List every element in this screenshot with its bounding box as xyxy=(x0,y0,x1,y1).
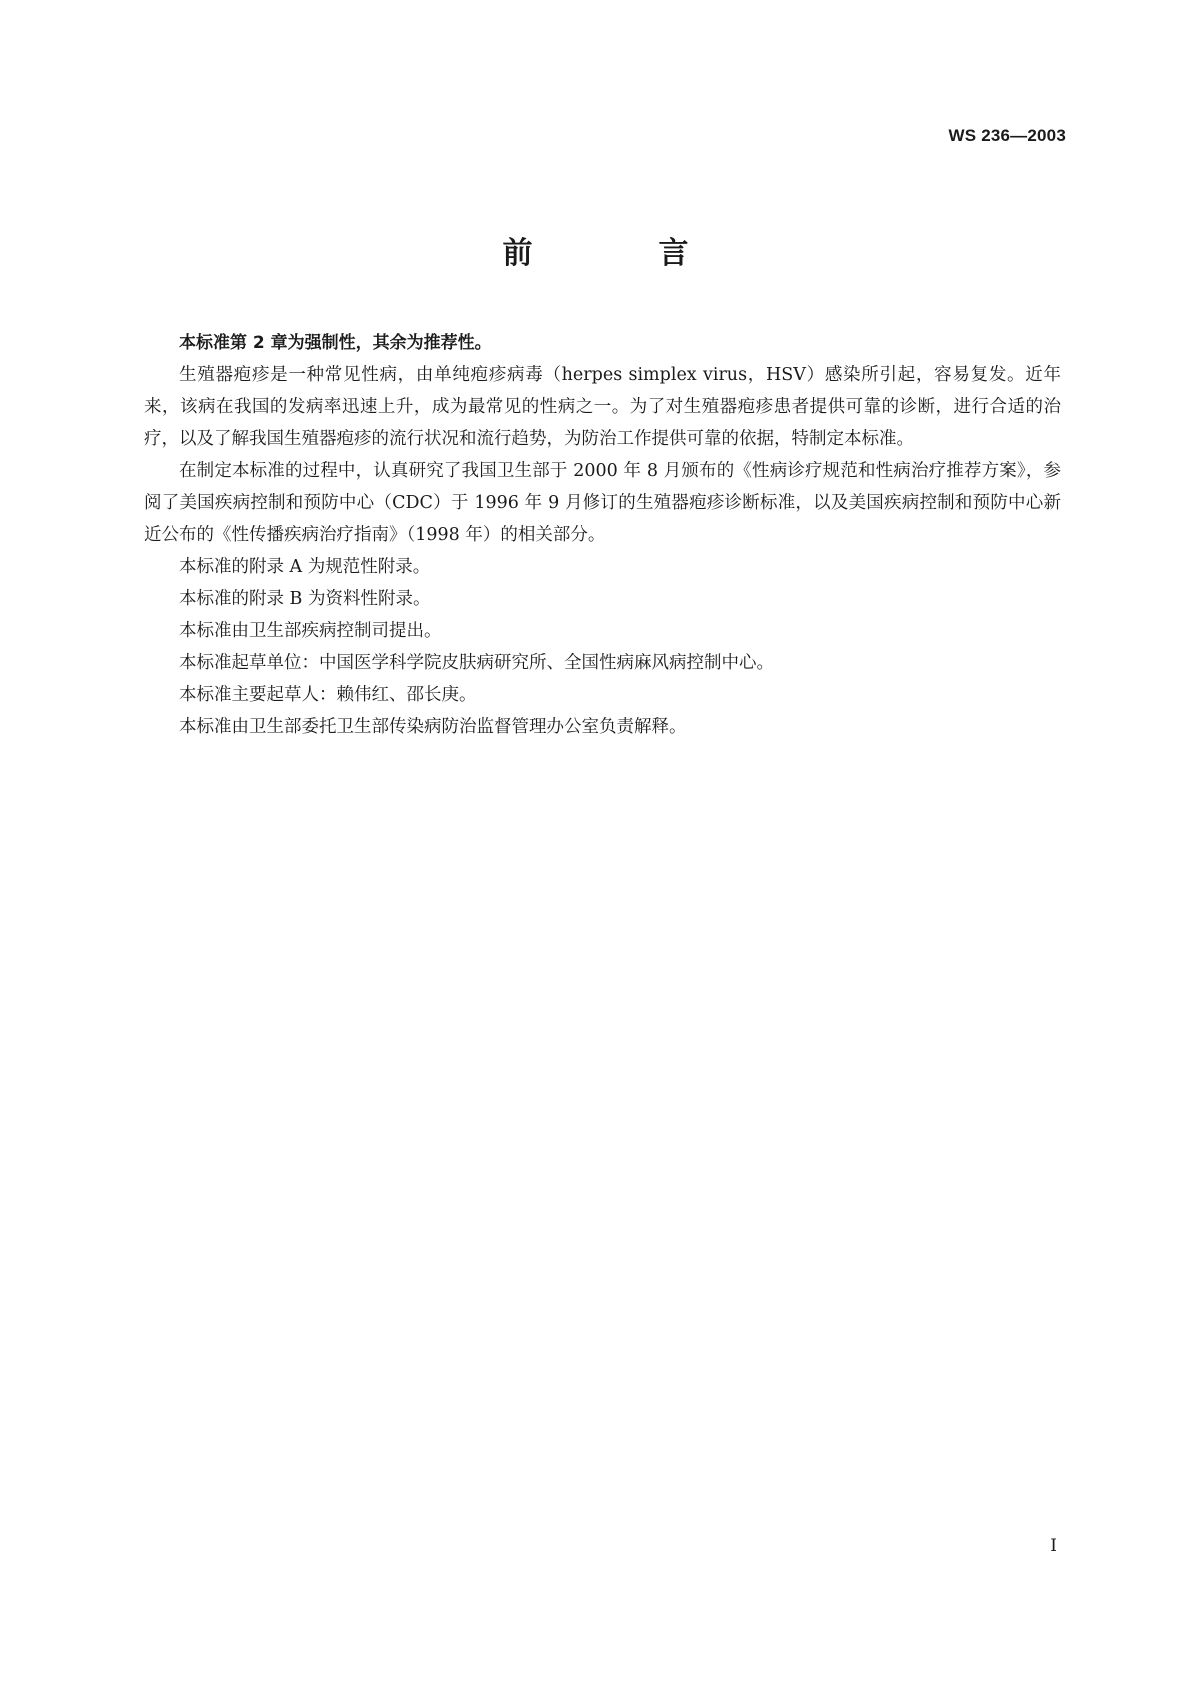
paragraph-mandatory-note: 本标准第 2 章为强制性，其余为推荐性。 xyxy=(179,333,492,353)
paragraph-drafting-units: 本标准起草单位：中国医学科学院皮肤病研究所、全国性病麻风病控制中心。 xyxy=(179,653,774,673)
paragraph-annex-b: 本标准的附录 B 为资料性附录。 xyxy=(179,589,431,609)
foreword-body xyxy=(144,327,1061,743)
paragraph-drafters: 本标准主要起草人：赖伟红、邵长庚。 xyxy=(179,685,477,705)
standard-number: WS 236—2003 xyxy=(948,126,1066,145)
paragraph-annex-a: 本标准的附录 A 为规范性附录。 xyxy=(179,557,431,577)
paragraph-references: 在制定本标准的过程中，认真研究了我国卫生部于 2000 年 8 月颁布的《性病诊疗规范和性病治疗推荐方案》，参阅了美国疾病控制和预防中心（CDC）于 1996 年 9 月修订的生殖器疱疹诊断标准，以及美国疾病控制和预防中心新近公布的《性传播疾病治疗指南》（1998 年）的相关部分。 xyxy=(144,461,1061,545)
page-number: I xyxy=(1050,1536,1057,1556)
paragraph-interpretation: 本标准由卫生部委托卫生部传染病防治监督管理办公室负责解释。 xyxy=(179,717,687,737)
paragraph-proposer: 本标准由卫生部疾病控制司提出。 xyxy=(179,621,442,641)
page-title: 前 言 xyxy=(502,236,737,271)
paragraph-background: 生殖器疱疹是一种常见性病，由单纯疱疹病毒（herpes simplex virus，HSV）感染所引起，容易复发。近年来，该病在我国的发病率迅速上升，成为最常见的性病之一。为了对生殖器疱疹患者提供可靠的诊断，进行合适的治疗，以及了解我国生殖器疱疹的流行状况和流行趋势，为防治工作提供可靠的依据，特制定本标准。 xyxy=(144,365,1061,449)
